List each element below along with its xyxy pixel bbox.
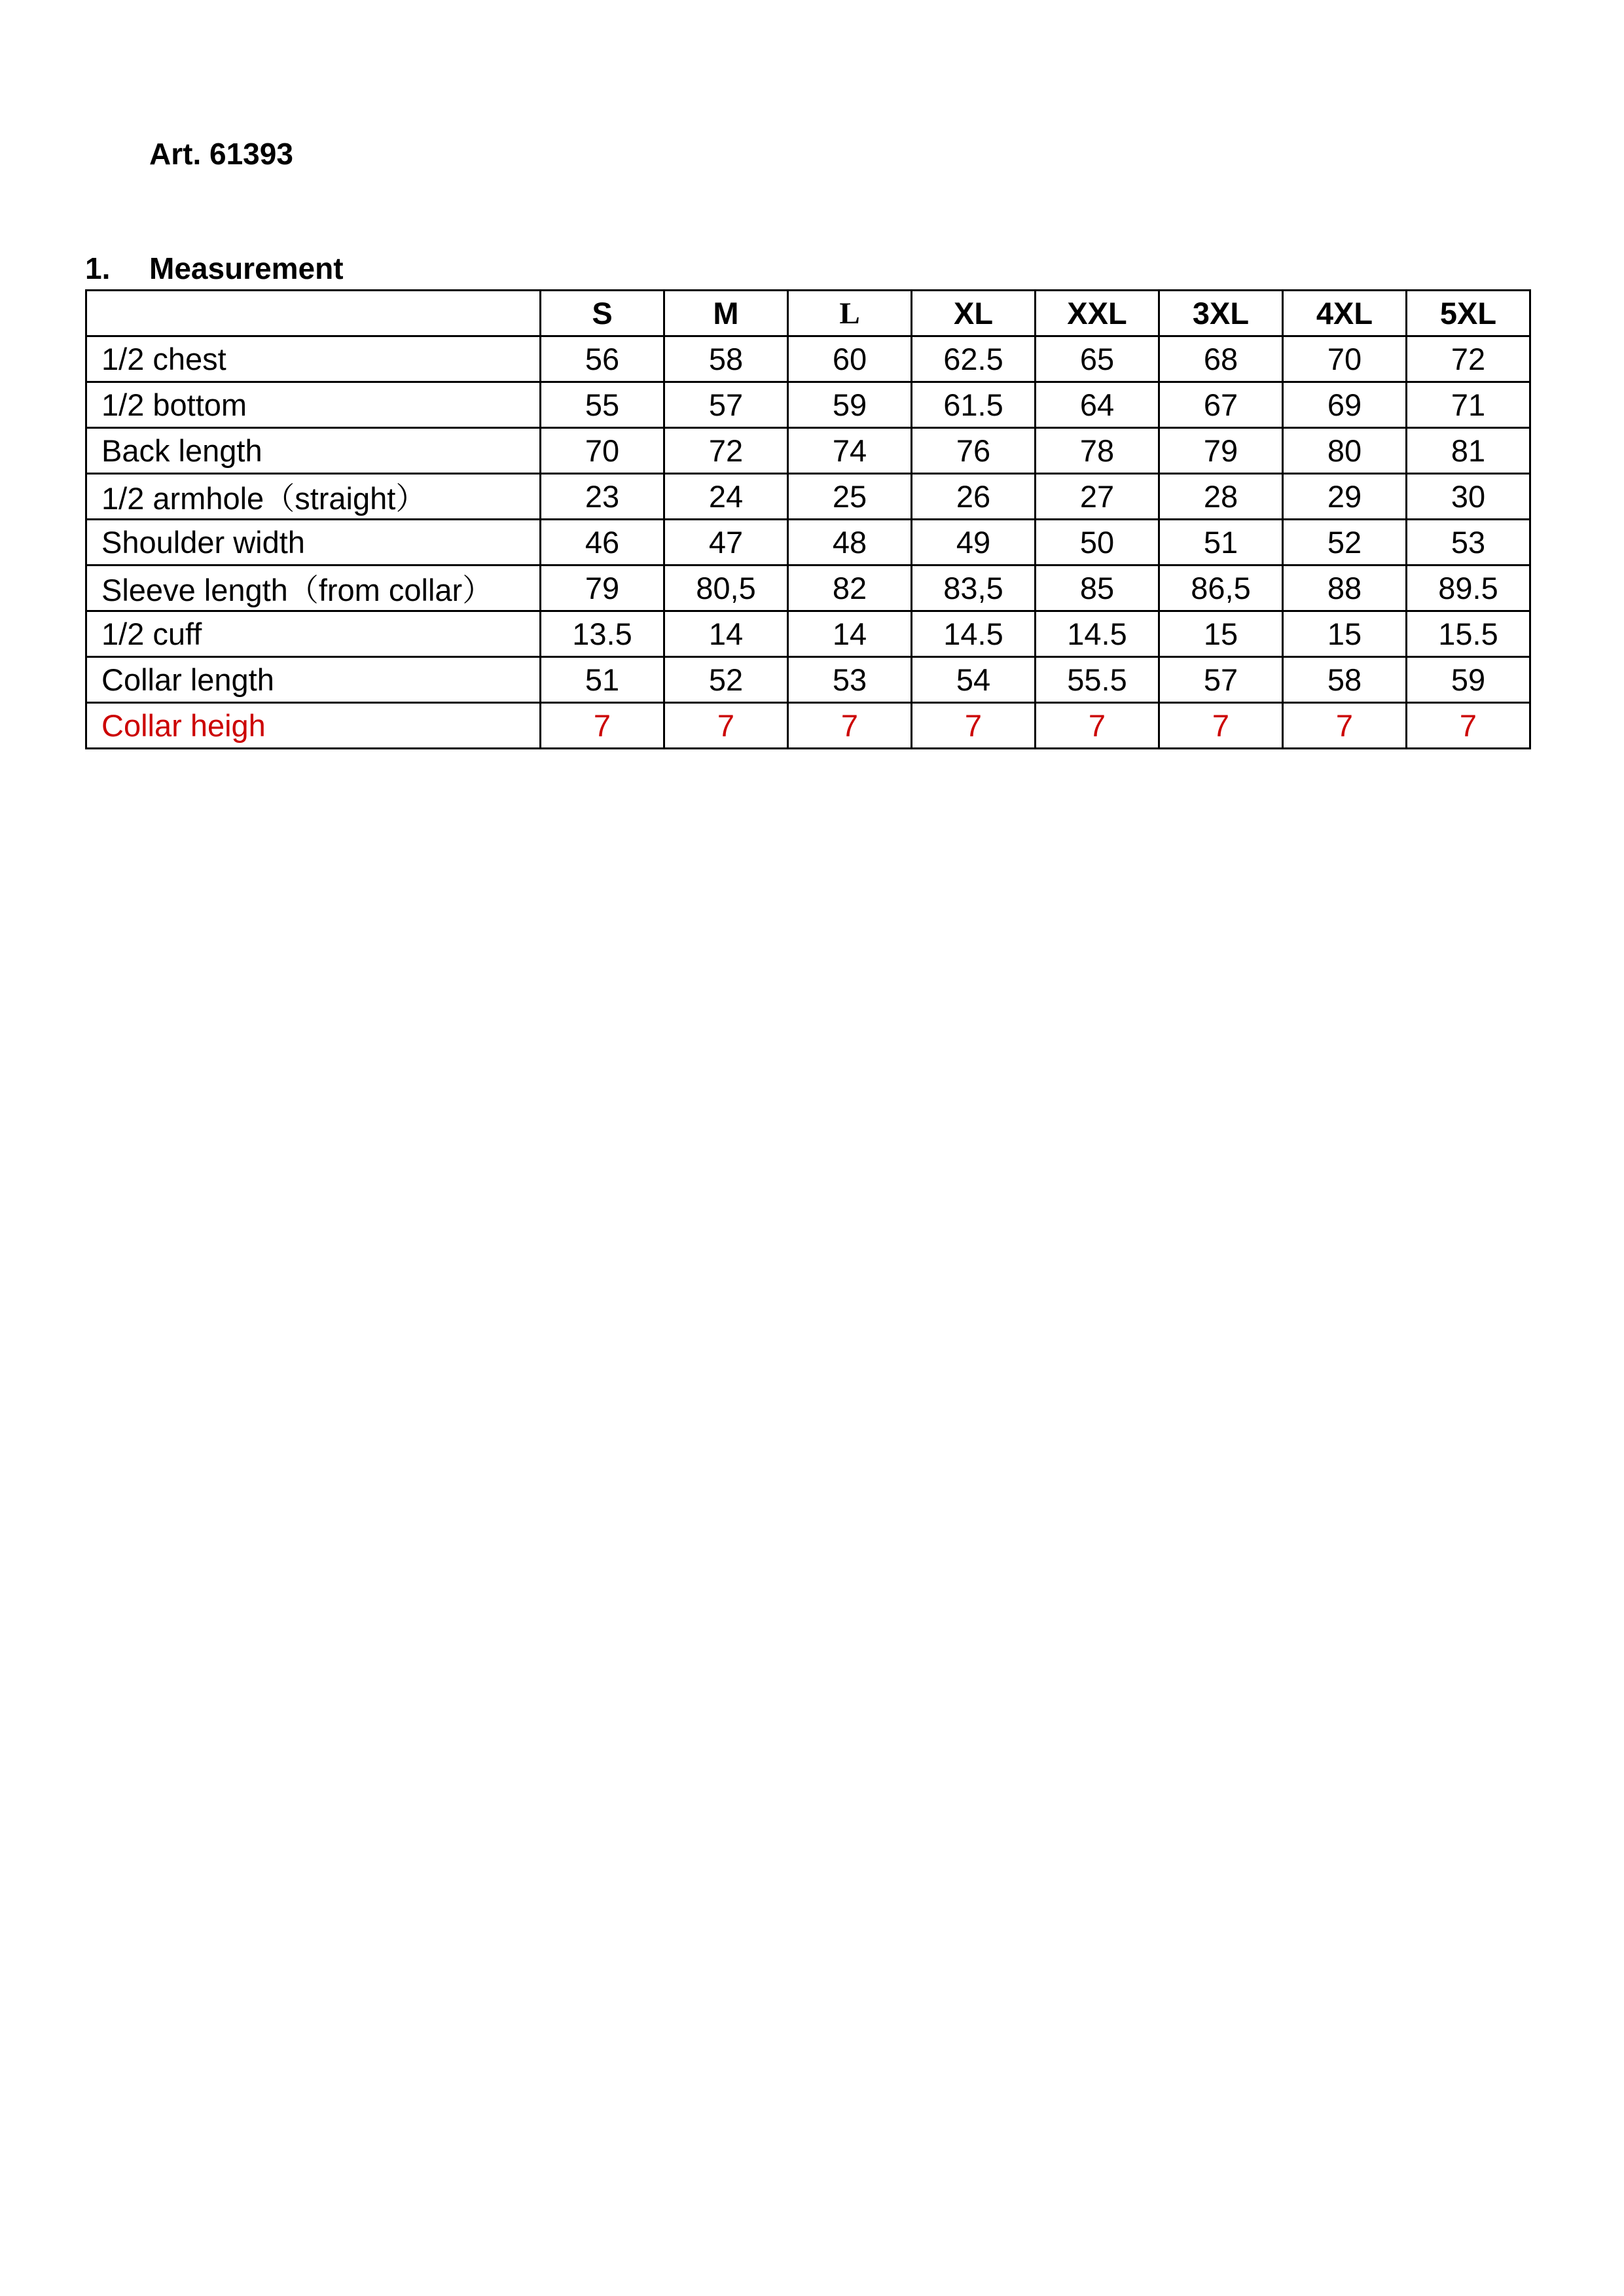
measurement-table (85, 289, 1531, 749)
value-cell: 62.5 (912, 336, 1036, 382)
value-cell: 14 (664, 611, 788, 657)
value-cell: 50 (1036, 520, 1159, 565)
value-cell: 52 (664, 657, 788, 703)
value-cell: 7 (1036, 703, 1159, 749)
value-cell: 28 (1159, 474, 1283, 520)
value-cell: 7 (1407, 703, 1530, 749)
size-header-xl: XL (912, 291, 1036, 336)
value-cell: 88 (1283, 565, 1407, 611)
value-cell: 57 (664, 382, 788, 428)
value-cell: 14.5 (912, 611, 1036, 657)
value-cell: 56 (541, 336, 664, 382)
value-cell: 7 (664, 703, 788, 749)
value-cell: 7 (912, 703, 1036, 749)
value-cell: 64 (1036, 382, 1159, 428)
value-cell: 59 (788, 382, 912, 428)
value-cell: 14.5 (1036, 611, 1159, 657)
value-cell: 68 (1159, 336, 1283, 382)
table-row (86, 657, 1530, 703)
value-cell: 13.5 (541, 611, 664, 657)
row-label: Sleeve length（from collar） (86, 565, 541, 611)
row-label: Shoulder width (86, 520, 541, 565)
value-cell: 23 (541, 474, 664, 520)
value-cell: 55 (541, 382, 664, 428)
value-cell: 60 (788, 336, 912, 382)
article-title: Art. 61393 (149, 137, 293, 171)
row-label: 1/2 chest (86, 336, 541, 382)
section-number: 1. (85, 251, 111, 285)
value-cell: 53 (1407, 520, 1530, 565)
value-cell: 53 (788, 657, 912, 703)
value-cell: 85 (1036, 565, 1159, 611)
size-header-5xl: 5XL (1407, 291, 1530, 336)
value-cell: 52 (1283, 520, 1407, 565)
value-cell: 80 (1283, 428, 1407, 474)
value-cell: 48 (788, 520, 912, 565)
value-cell: 69 (1283, 382, 1407, 428)
value-cell: 47 (664, 520, 788, 565)
value-cell: 80,5 (664, 565, 788, 611)
size-header-s: S (541, 291, 664, 336)
value-cell: 76 (912, 428, 1036, 474)
row-label: 1/2 armhole（straight） (86, 474, 541, 520)
size-header-l: L (788, 291, 912, 336)
value-cell: 51 (541, 657, 664, 703)
value-cell: 54 (912, 657, 1036, 703)
table-row (86, 565, 1530, 611)
value-cell: 79 (541, 565, 664, 611)
table-row (86, 703, 1530, 749)
value-cell: 58 (1283, 657, 1407, 703)
value-cell: 72 (1407, 336, 1530, 382)
table-row (86, 520, 1530, 565)
section-title: Measurement (149, 251, 344, 285)
value-cell: 71 (1407, 382, 1530, 428)
value-cell: 70 (1283, 336, 1407, 382)
size-header-m: M (664, 291, 788, 336)
value-cell: 55.5 (1036, 657, 1159, 703)
value-cell: 51 (1159, 520, 1283, 565)
table-row (86, 428, 1530, 474)
size-header-xxl: XXL (1036, 291, 1159, 336)
table-row (86, 474, 1530, 520)
value-cell: 61.5 (912, 382, 1036, 428)
value-cell: 27 (1036, 474, 1159, 520)
value-cell: 89.5 (1407, 565, 1530, 611)
value-cell: 70 (541, 428, 664, 474)
value-cell: 7 (541, 703, 664, 749)
value-cell: 82 (788, 565, 912, 611)
value-cell: 15 (1159, 611, 1283, 657)
value-cell: 59 (1407, 657, 1530, 703)
table-row (86, 336, 1530, 382)
value-cell: 78 (1036, 428, 1159, 474)
row-label: Collar heigh (86, 703, 541, 749)
row-label: Back length (86, 428, 541, 474)
value-cell: 24 (664, 474, 788, 520)
size-header-4xl: 4XL (1283, 291, 1407, 336)
section-heading (85, 249, 344, 288)
row-label: 1/2 cuff (86, 611, 541, 657)
value-cell: 74 (788, 428, 912, 474)
value-cell: 81 (1407, 428, 1530, 474)
value-cell: 57 (1159, 657, 1283, 703)
value-cell: 72 (664, 428, 788, 474)
value-cell: 83,5 (912, 565, 1036, 611)
value-cell: 29 (1283, 474, 1407, 520)
value-cell: 7 (1283, 703, 1407, 749)
value-cell: 65 (1036, 336, 1159, 382)
value-cell: 26 (912, 474, 1036, 520)
size-header-row (86, 291, 1530, 336)
value-cell: 25 (788, 474, 912, 520)
value-cell: 46 (541, 520, 664, 565)
value-cell: 79 (1159, 428, 1283, 474)
value-cell: 15.5 (1407, 611, 1530, 657)
value-cell: 49 (912, 520, 1036, 565)
row-label: Collar length (86, 657, 541, 703)
value-cell: 67 (1159, 382, 1283, 428)
size-header-3xl: 3XL (1159, 291, 1283, 336)
value-cell: 7 (788, 703, 912, 749)
value-cell: 15 (1283, 611, 1407, 657)
value-cell: 86,5 (1159, 565, 1283, 611)
value-cell: 30 (1407, 474, 1530, 520)
value-cell: 7 (1159, 703, 1283, 749)
table-row (86, 382, 1530, 428)
value-cell: 14 (788, 611, 912, 657)
row-label: 1/2 bottom (86, 382, 541, 428)
table-row (86, 611, 1530, 657)
corner-cell (86, 291, 541, 336)
value-cell: 58 (664, 336, 788, 382)
